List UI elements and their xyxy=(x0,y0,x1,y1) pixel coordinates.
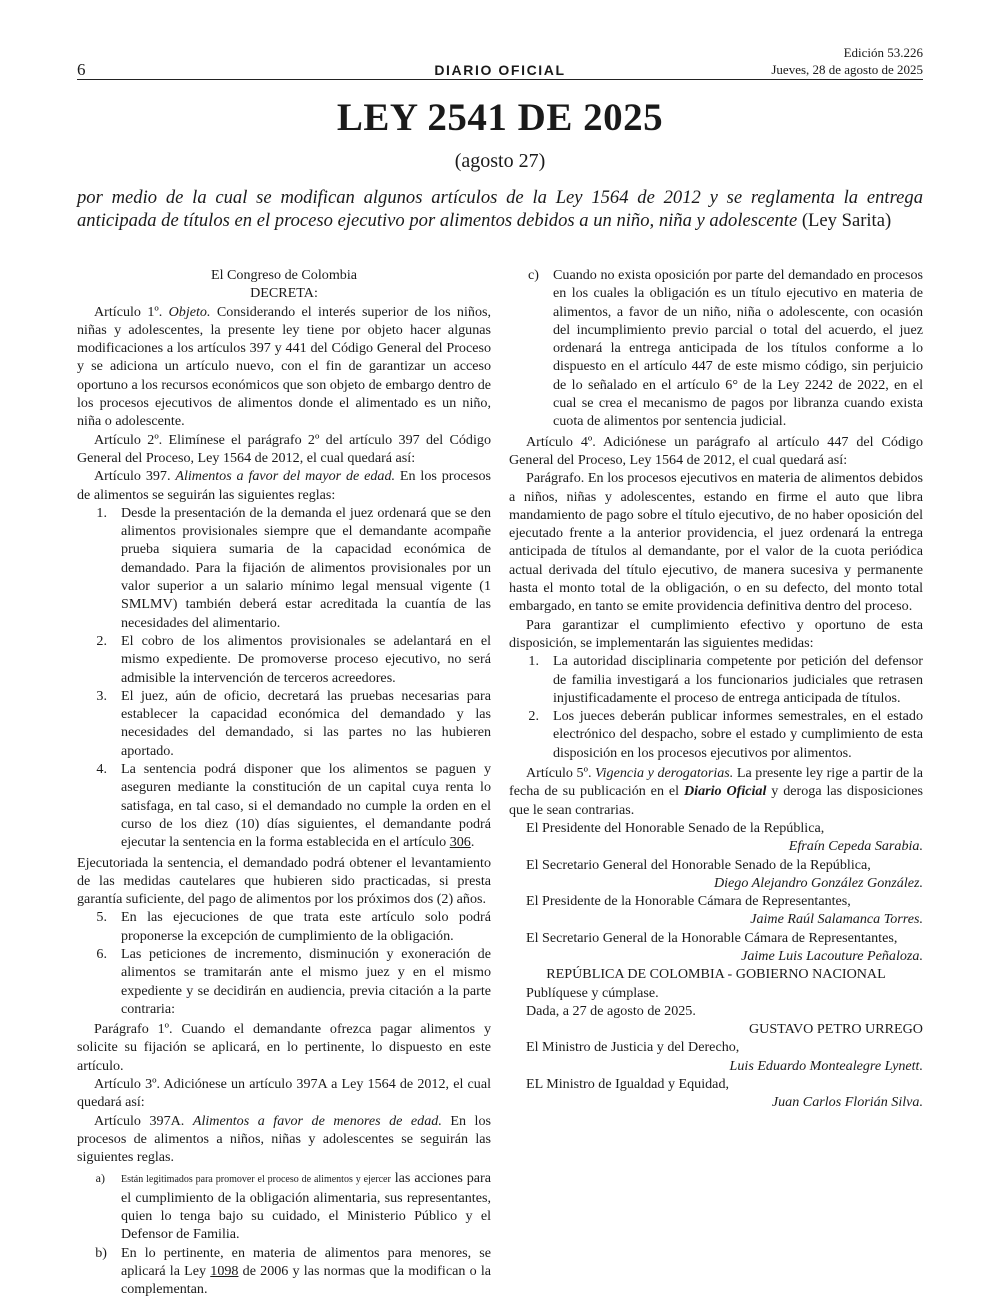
list-item xyxy=(77,632,491,687)
law-description xyxy=(77,186,923,232)
article-5-text-end: y deroga las disposiciones que le sean contrarias. xyxy=(509,783,923,818)
signatory-name: Jaime Luis Lacouture Peñaloza. xyxy=(741,947,923,964)
signatory-role: EL Ministro de Igualdad y Equidad, xyxy=(526,1076,730,1093)
government-heading: REPÚBLICA DE COLOMBIA - GOBIERNO NACIONAL xyxy=(546,966,886,983)
list-text: En las ejecuciones de que trata este artículo solo podrá proponerse la excepción de cumplimiento de la obligación. xyxy=(121,909,491,944)
article-1-label: Artículo 1º. xyxy=(94,303,163,320)
signatory-name: Luis Eduardo Montealegre Lynett. xyxy=(729,1057,923,1074)
list-marker: 2. xyxy=(96,632,107,649)
article-1-title: Objeto. xyxy=(168,303,211,320)
article-397a-label: Artículo 397A. xyxy=(94,1112,185,1129)
list-marker: 4. xyxy=(96,761,107,778)
list-marker: a) xyxy=(95,1170,105,1185)
article-397 xyxy=(77,467,491,504)
congress-heading: El Congreso de Colombia xyxy=(210,267,357,283)
list-text xyxy=(121,1244,491,1299)
list-text-end: . xyxy=(470,834,475,851)
law-nickname: (Ley Sarita) xyxy=(801,210,892,231)
list-item xyxy=(77,504,491,632)
list-text: Desde la presentación de la demanda el juez ordenará que se den alimentos provisionales siempre que el demandante acompañe prueba siquiera sumaria de la capacidad económica de demandado. Para la fijación de alimentos provisionales por un valor superior a un salario mínimo legal mensual vigente (1 SMLMV) también deberá estar acreditada la cuantía de las necesidades del alimentario. xyxy=(121,504,491,631)
president-name: GUSTAVO PETRO URREGO xyxy=(748,1021,923,1038)
right-column xyxy=(509,266,923,1112)
article-397a-text: En los procesos de alimentos a niños, niñas y adolescentes se seguirán las siguientes reglas. xyxy=(77,1112,491,1166)
list-text: Las peticiones de incremento, disminución y exoneración de alimentos se tramitarán ante el mismo juez y en el mismo expediente y se decidirán en audiencia, previa citación a la parte contraria: xyxy=(121,945,491,1017)
list-text xyxy=(121,1169,491,1244)
list-item xyxy=(77,760,491,851)
article-5-title: Vigencia y derogatorias. xyxy=(595,765,734,782)
article-5-text: La presente ley rige a partir de la fecha de su publicación en el xyxy=(509,765,923,800)
signatory-role: El Secretario General de la Honorable Cámara de Representantes, xyxy=(526,929,898,946)
article-397-label: Artículo 397. xyxy=(94,468,171,485)
paragraph-1: Parágrafo 1º. Cuando el demandante ofrezca pagar alimentos y solicite su fijación se aplicará, en lo pertinente, lo dispuesto en este artículo. xyxy=(77,1021,491,1074)
list-item xyxy=(509,266,923,431)
measures-list xyxy=(509,652,923,762)
publish-text: Publíquese y cúmplase. xyxy=(526,984,659,1001)
list-marker: 6. xyxy=(96,945,107,962)
signatory-role: El Presidente de la Honorable Cámara de Representantes, xyxy=(526,893,851,910)
list-text-body: las acciones para el cumplimiento de la obligación alimentaria, sus representantes, quien lo tenga bajo su cuidado, el Ministerio Público y el Defensor de Familia. xyxy=(121,1169,491,1243)
law-title: LEY 2541 DE 2025 xyxy=(336,96,664,139)
list-text: El juez, aún de oficio, decretará las pruebas necesarias para establecer la capacidad económica del demandado y las necesidades del demandado, si las partes no las hubieren aportado. xyxy=(121,687,491,759)
signatory-role: El Ministro de Justicia y del Derecho, xyxy=(526,1039,740,1056)
edition-info xyxy=(771,44,923,78)
article-4: Artículo 4º. Adiciónese un parágrafo al artículo 447 del Código General del Proceso, Ley 1564 de 2012, el cual quedará así: xyxy=(509,433,923,468)
article-397a xyxy=(77,1112,491,1167)
paragraph-447: Parágrafo. En los procesos ejecutivos en materia de alimentos debidos a niños, niñas y adolescentes, estando en firme el auto que libra mandamiento de pago sobre el título ejecutivo, de no haber oposición del ejecutado frente a la anterior providencia, el juez ordenará la entrega anticipada de títulos al demandante, por el valor de la cuota periódica actual derivada del título ejecutivo, de manera sucesiva y permanente hasta el monto total de la obligación, o en su defecto, del monto total embargado, en tanto se emite providencia definitiva dentro del proceso. xyxy=(509,470,923,615)
edition-date: Jueves, 28 de agosto de 2025 xyxy=(771,62,923,77)
document-page xyxy=(77,0,923,1298)
list-marker: 1. xyxy=(528,653,539,670)
article-2: Artículo 2º. Elimínese el parágrafo 2º del artículo 397 del Código General del Proceso, Ley 1564 de 2012, el cual quedará así: xyxy=(77,431,491,466)
list-marker: 2. xyxy=(528,708,539,725)
list-text xyxy=(121,760,491,851)
list-item xyxy=(509,707,923,762)
law-date: (agosto 27) xyxy=(454,150,546,172)
list-item xyxy=(77,1244,491,1299)
rules-list-letters xyxy=(77,1169,491,1299)
law-1098-link[interactable]: 1098 xyxy=(210,1263,239,1280)
list-marker: 1. xyxy=(96,504,107,521)
enforced-sentence-text: Ejecutoriada la sentencia, el demandado podrá obtener el levantamiento de las medidas cautelares que hubieren sido practicadas, si presta garantía suficiente, del pago de alimentos por los próximos dos (2) años. xyxy=(77,854,491,908)
edition-number: Edición 53.226 xyxy=(843,45,923,60)
signatory-role: El Secretario General del Honorable Senado de la República, xyxy=(526,856,871,873)
decrees-heading: DECRETA: xyxy=(250,285,318,302)
article-397-text: En los procesos de alimentos se seguirán las siguientes reglas: xyxy=(77,468,492,503)
article-5-label: Artículo 5º. xyxy=(526,765,592,782)
article-3: Artículo 3º. Adiciónese un artículo 397A a Ley 1564 de 2012, el cual quedará así: xyxy=(77,1076,491,1111)
article-5 xyxy=(509,764,923,819)
diario-oficial-mention: Diario Oficial xyxy=(683,783,767,800)
given-date: Dada, a 27 de agosto de 2025. xyxy=(526,1002,696,1019)
page-number: 6 xyxy=(77,60,86,79)
list-text-body: En lo pertinente, en materia de alimentos para menores, se aplicará la Ley xyxy=(121,1244,491,1280)
article-1-text: Considerando el interés superior de los niños, niñas y adolescentes, la presente ley tiene por objeto hacer algunas modificaciones a los artículos 397 y 441 del Código General del Proceso y se adiciona un artículo nuevo, con el fin de garantizar un acceso oportuno a los recursos económicos que son objeto de embargo dentro de los procesos ejecutivos de alimentos donde el alimentado es un niño, niña o adolescente. xyxy=(77,303,491,430)
list-item xyxy=(77,908,491,945)
list-marker: 3. xyxy=(96,687,107,704)
list-text: El cobro de los alimentos provisionales se adelantará en el mismo expediente. De promoverse proceso ejecutivo, no será admisible la intervención de terceros acreedores. xyxy=(121,632,491,686)
article-397a-title: Alimentos a favor de menores de edad. xyxy=(192,1112,442,1129)
left-column xyxy=(77,266,491,1299)
guarantee-text: Para garantizar el cumplimiento efectivo y oportuno de esta disposición, se implementarán las siguientes medidas: xyxy=(509,616,923,651)
law-description-text: por medio de la cual se modifican algunos artículos de la Ley 1564 de 2012 y se reglamenta la entrega anticipada de títulos en el proceso ejecutivo por alimentos debidos a un niño, niña y adolescente xyxy=(77,187,923,231)
signatory-role: El Presidente del Honorable Senado de la República, xyxy=(526,819,825,836)
list-text: La autoridad disciplinaria competente por petición del defensor de familia investigará a los funcionarios judiciales que retrasen injustificadamente el proceso de entrega anticipada de títulos. xyxy=(553,653,923,706)
rules-list-a xyxy=(77,504,491,852)
list-item xyxy=(77,1169,491,1244)
rules-list-b xyxy=(77,908,491,1018)
list-marker: 5. xyxy=(96,909,107,926)
signatory-name: Jaime Raúl Salamanca Torres. xyxy=(750,911,923,928)
signatory-name: Diego Alejandro González González. xyxy=(713,874,923,891)
list-text-body: La sentencia podrá disponer que los alimentos se paguen y aseguren mediante la constitución de un capital cuya renta lo satisfaga, en tal caso, si el demandado no cumple la orden en el curso de los diez (10) días siguientes, el demandante podrá ejecutar la sentencia en la forma establecida en el artículo xyxy=(121,761,491,851)
page-header xyxy=(77,0,923,80)
list-text: Los jueces deberán publicar informes semestrales, en el estado electrónico del despacho, sobre el estado y cumplimiento de esta disposición en los procesos ejecutivos por alimentos. xyxy=(553,708,923,761)
article-1 xyxy=(77,303,491,431)
list-text: Cuando no exista oposición por parte del demandado en procesos en los cuales la obligación es un título ejecutivo en materia de alimentos, a favor de un niño, niña o adolescente, con ocasión del incumplimiento previo parcial o total del acuerdo, el juez ordenará la entrega anticipada de los títulos conforme a lo dispuesto en el artículo 447 de este mismo código, sin perjuicio de lo señalado en el artículo 6° de la Ley 2242 de 2022, en el cual se crea el mecanismo de pagos por libranza cuando exista cuota de alimentos por sentencia judicial. xyxy=(553,267,923,430)
list-text-end: de 2006 y las normas que la modifican o la complementan. xyxy=(121,1263,492,1298)
gazette-name: DIARIO OFICIAL xyxy=(434,62,566,78)
rules-list-letters-cont xyxy=(509,266,923,431)
list-marker: b) xyxy=(95,1244,107,1261)
list-item xyxy=(509,652,923,707)
list-item xyxy=(77,687,491,760)
article-397-title: Alimentos a favor del mayor de edad. xyxy=(175,468,396,485)
signatory-name: Efraín Cepeda Sarabia. xyxy=(788,838,923,855)
list-item xyxy=(77,945,491,1018)
list-text-small: Están legitimados para promover el proceso de alimentos y ejercer xyxy=(121,1173,391,1185)
article-306-link[interactable]: 306 xyxy=(449,834,471,851)
signatory-name: Juan Carlos Florián Silva. xyxy=(771,1094,923,1111)
list-marker: c) xyxy=(528,267,539,283)
